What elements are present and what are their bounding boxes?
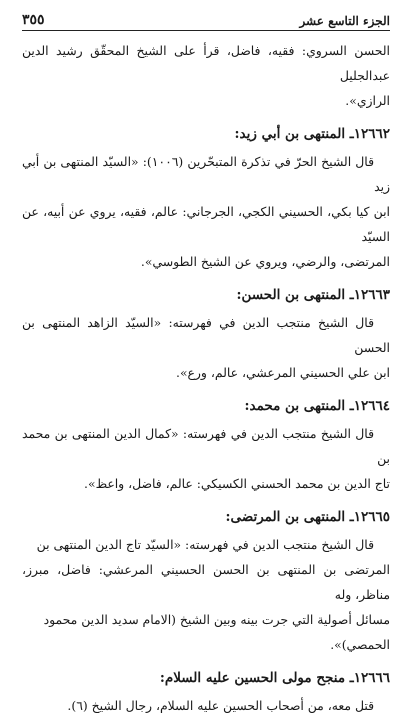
entry-title: ١٢٦٦٣ـ المنتهى بن الحسن: [236,287,390,303]
page-body [22,38,390,718]
entry [22,395,390,496]
continuation-line: الرازي». [345,93,390,108]
entry-line: تاج الدين بن محمد الحسني الكسيكي: عالم، فاضل، واعظ». [84,476,390,491]
entry-line: قال الشيخ منتجب الدين في فهرسته: «السيّد الزاهد المنتهى بن الحسن [22,315,390,355]
continuation-line: الحسن السروي: فقيه، فاضل، قرأ على الشيخ المحقّق رشيد الدين عبدالجليل [22,43,390,83]
entry-line: قال الشيخ منتجب الدين في فهرسته: «كمال الدين المنتهى بن محمد بن [22,426,390,466]
entry-line: المرتضى بن المنتهى بن الحسن الحسيني المرعشي: فاضل، مبرز، مناظر، وله [22,562,390,602]
entry-title: ١٢٦٦٤ـ المنتهى بن محمد: [244,398,390,414]
entry [22,123,390,274]
page-number: ٣٥٥ [22,12,45,28]
entry-line: المرتضى، والرضي، ويروي عن الشيخ الطوسي». [140,254,390,269]
running-title: الجزء التاسع عشر [299,14,390,28]
entry-line: مسائل أصولية التي جرت بينه وبين الشيخ (الامام سديد الدين محمود [43,612,390,627]
entry-line: قتل معه، من أصحاب الحسين عليه السلام، رجال الشيخ (٦). [67,698,374,713]
entry-line: قال الشيخ الحرّ في تذكرة المتبحّرين (١٠٠٦): «السيّد المنتهى بن أبي زيد [22,154,390,194]
page-header [22,8,390,31]
entry-line: قال الشيخ منتجب الدين في فهرسته: «السيّد تاج الدين المنتهى بن [36,537,374,552]
entry-title: ١٢٦٦٦ـ منجح مولى الحسين عليه السلام: [159,670,390,686]
entry [22,667,390,718]
entry-line: ابن كيا بكي، الحسيني الكجي، الجرجاني: عالم، فقيه، يروي عن أبيه، عن السيّد [22,204,390,244]
entry [22,284,390,385]
entry [22,506,390,657]
entry-title: ١٢٦٦٢ـ المنتهى بن أبي زيد: [234,126,390,142]
entry-line: الحمصي)». [330,637,390,652]
entry-title: ١٢٦٦٥ـ المنتهى بن المرتضى: [225,509,390,525]
entry-line: ابن علي الحسيني المرعشي، عالم، ورع». [176,365,390,380]
